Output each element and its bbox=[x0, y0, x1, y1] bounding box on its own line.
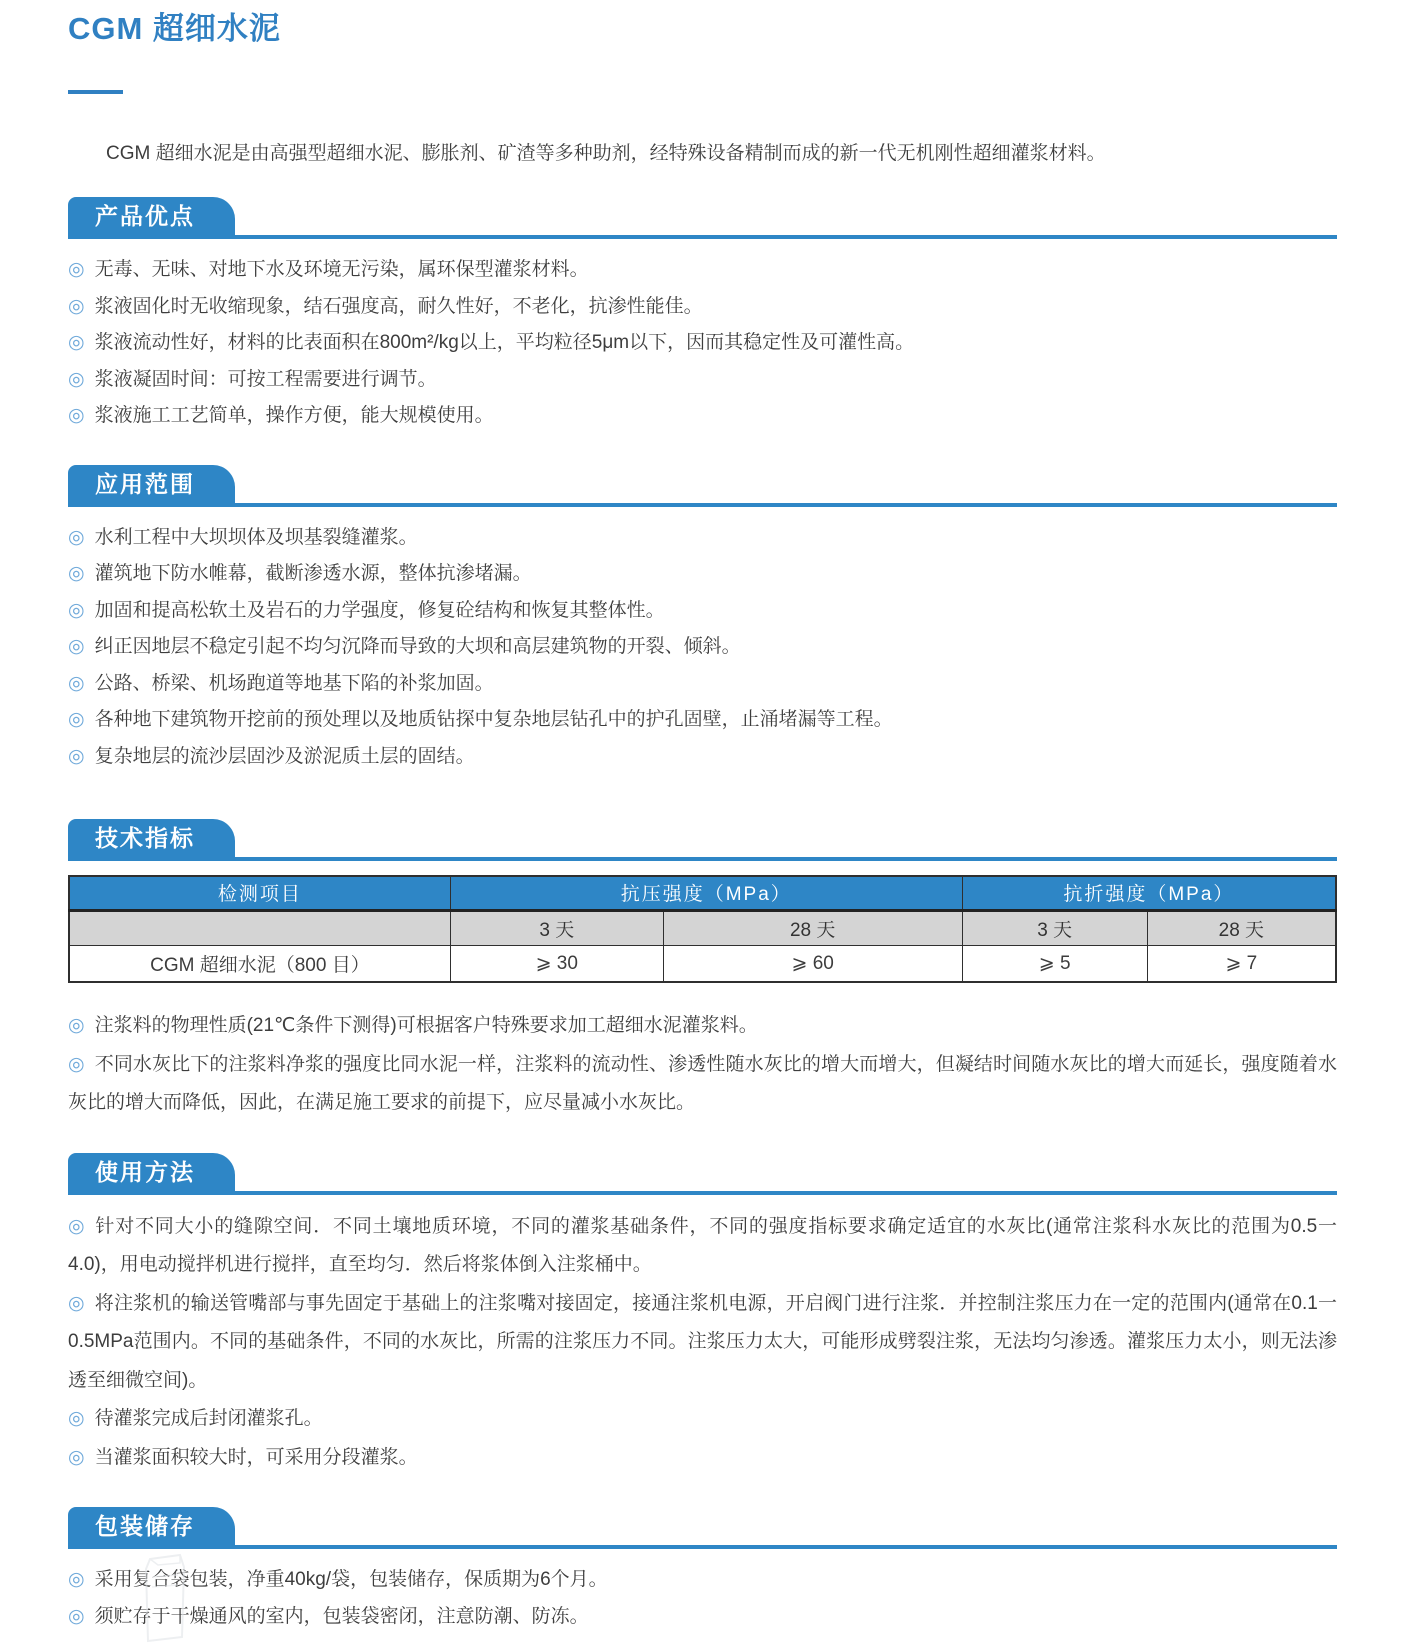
product-name-cell: CGM 超细水泥（800 目） bbox=[69, 945, 450, 982]
bullseye-bullet-icon: ◎ bbox=[68, 368, 85, 390]
section-tab-specs: 技术指标 bbox=[68, 819, 235, 857]
note-item bbox=[68, 1046, 1337, 1123]
list-item-text: 公路、桥梁、机场跑道等地基下陷的补浆加固。 bbox=[94, 672, 494, 694]
list-item-text: 浆液施工工艺简单，操作方便，能大规模使用。 bbox=[94, 405, 494, 426]
bullseye-bullet-icon: ◎ bbox=[68, 1292, 85, 1314]
bullseye-bullet-icon: ◎ bbox=[68, 259, 85, 280]
list-item bbox=[68, 1285, 1337, 1401]
bullseye-bullet-icon: ◎ bbox=[68, 563, 85, 584]
list-item bbox=[68, 1208, 1337, 1285]
packaging-list bbox=[68, 1562, 1337, 1635]
bullseye-bullet-icon: ◎ bbox=[68, 332, 85, 353]
bullseye-bullet-icon: ◎ bbox=[68, 636, 85, 657]
list-item bbox=[68, 289, 1337, 326]
table-header-row bbox=[69, 876, 1336, 910]
section-header-packaging bbox=[68, 1507, 1337, 1549]
bullseye-bullet-icon: ◎ bbox=[68, 1015, 85, 1036]
bullseye-bullet-icon: ◎ bbox=[68, 599, 85, 621]
value-cell: ⩾ 30 bbox=[450, 945, 663, 982]
list-item bbox=[68, 1439, 1337, 1478]
bullseye-bullet-icon: ◎ bbox=[68, 1446, 85, 1468]
section-advantages bbox=[68, 197, 1337, 435]
list-item-text: 各种地下建筑物开挖前的预处理以及地质钻探中复杂地层钻孔中的护孔固壁，止涌堵漏等工程。 bbox=[94, 709, 893, 730]
specs-notes bbox=[68, 1007, 1337, 1123]
list-item bbox=[68, 556, 1337, 593]
list-item-text: 加固和提高松软土及岩石的力学强度，修复砼结构和恢复其整体性。 bbox=[94, 599, 665, 621]
bullseye-bullet-icon: ◎ bbox=[68, 405, 85, 426]
bullseye-bullet-icon: ◎ bbox=[68, 1053, 85, 1075]
list-item bbox=[68, 739, 1337, 776]
note-text: 注浆料的物理性质(21℃条件下测得)可根据客户特殊要求加工超细水泥灌浆料。 bbox=[94, 1015, 758, 1036]
section-tab-packaging: 包装储存 bbox=[68, 1507, 235, 1545]
section-tab-applications: 应用范围 bbox=[68, 465, 235, 503]
list-item-text: 灌筑地下防水帷幕，截断渗透水源，整体抗渗堵漏。 bbox=[94, 563, 532, 584]
note-item bbox=[68, 1007, 1337, 1046]
list-item-text: 须贮存于干燥通风的室内，包装袋密闭，注意防潮、防冻。 bbox=[94, 1605, 589, 1627]
list-item-text: 浆液流动性好，材料的比表面积在800m²/kg以上，平均粒径5μm以下，因而其稳定性及可灌性高。 bbox=[94, 332, 915, 353]
subheader-3d: 3 天 bbox=[450, 910, 663, 945]
list-item bbox=[68, 702, 1337, 739]
bullseye-bullet-icon: ◎ bbox=[68, 709, 85, 730]
cement-bag-watermark-image bbox=[128, 1553, 198, 1643]
section-header-usage bbox=[68, 1153, 1337, 1195]
subheader-28d: 28 天 bbox=[1147, 910, 1336, 945]
list-item bbox=[68, 593, 1337, 630]
title-underline bbox=[68, 90, 123, 94]
list-item bbox=[68, 252, 1337, 289]
value-cell: ⩾ 5 bbox=[962, 945, 1147, 982]
bullseye-bullet-icon: ◎ bbox=[68, 1605, 85, 1627]
section-tab-advantages: 产品优点 bbox=[68, 197, 235, 235]
list-item bbox=[68, 520, 1337, 557]
usage-list bbox=[68, 1208, 1337, 1478]
bullseye-bullet-icon: ◎ bbox=[68, 1408, 85, 1429]
list-item-text: 待灌浆完成后封闭灌浆孔。 bbox=[94, 1408, 323, 1429]
subheader-28d: 28 天 bbox=[663, 910, 962, 945]
bullseye-bullet-icon: ◎ bbox=[68, 745, 85, 767]
bullseye-bullet-icon: ◎ bbox=[68, 1569, 85, 1590]
col-header-compressive: 抗压强度（MPa） bbox=[450, 876, 962, 910]
list-item-text: 水利工程中大坝坝体及坝基裂缝灌浆。 bbox=[94, 526, 418, 548]
section-applications bbox=[68, 465, 1337, 776]
bullseye-bullet-icon: ◎ bbox=[68, 672, 85, 694]
section-specs bbox=[68, 819, 1337, 1123]
advantages-list bbox=[68, 252, 1337, 435]
value-cell: ⩾ 7 bbox=[1147, 945, 1336, 982]
list-item-text: 纠正因地层不稳定引起不均匀沉降而导致的大坝和高层建筑物的开裂、倾斜。 bbox=[94, 636, 741, 657]
list-item bbox=[68, 629, 1337, 666]
list-item bbox=[68, 666, 1337, 703]
list-item bbox=[68, 362, 1337, 399]
list-item bbox=[68, 1400, 1337, 1439]
list-item bbox=[68, 398, 1337, 435]
list-item-text: 针对不同大小的缝隙空间．不同土壤地质环境，不同的灌浆基础条件，不同的强度指标要求确定适宜的水灰比(通常注浆科水灰比的范围为0.5一4.0)，用电动搅拌机进行搅拌，直至均匀．然后将浆体倒入注浆桶中。 bbox=[68, 1215, 1337, 1275]
section-tab-usage: 使用方法 bbox=[68, 1153, 235, 1191]
col-header-flexural: 抗折强度（MPa） bbox=[962, 876, 1336, 910]
list-item bbox=[68, 1599, 1337, 1636]
table-subheader-row bbox=[69, 910, 1336, 945]
list-item-text: 采用复合袋包装，净重40kg/袋，包装储存，保质期为6个月。 bbox=[94, 1569, 608, 1590]
section-header-advantages bbox=[68, 197, 1337, 239]
bullseye-bullet-icon: ◎ bbox=[68, 295, 85, 317]
bullseye-bullet-icon: ◎ bbox=[68, 526, 85, 548]
note-text: 不同水灰比下的注浆料净浆的强度比同水泥一样，注浆料的流动性、渗透性随水灰比的增大而增大，但凝结时间随水灰比的增大而延长，强度随着水灰比的增大而降低，因此，在满足施工要求的前提下，应尽量减小水灰比。 bbox=[68, 1053, 1337, 1113]
specs-table bbox=[68, 875, 1337, 983]
list-item-text: 浆液凝固时间：可按工程需要进行调节。 bbox=[94, 368, 437, 390]
list-item bbox=[68, 325, 1337, 362]
page-title: CGM 超细水泥 bbox=[68, 11, 281, 46]
list-item-text: 浆液固化时无收缩现象，结石强度高，耐久性好，不老化，抗渗性能佳。 bbox=[94, 295, 703, 317]
list-item-text: 将注浆机的输送管嘴部与事先固定于基础上的注浆嘴对接固定，接通注浆机电源，开启阀门进行注浆．并控制注浆压力在一定的范围内(通常在0.1一0.5MPa范围内。不同的基础条件，不同的水灰比，所需的注浆压力不同。注浆压力太大，可能形成劈裂注浆，无法均匀渗透。灌浆压力太小，则无法渗透至细微空间)。 bbox=[68, 1292, 1337, 1391]
table-row bbox=[69, 945, 1336, 982]
applications-list bbox=[68, 520, 1337, 776]
section-header-applications bbox=[68, 465, 1337, 507]
intro-paragraph: CGM 超细水泥是由高强型超细水泥、膨胀剂、矿渣等多种助剂，经特殊设备精制而成的新一代无机刚性超细灌浆材料。 bbox=[106, 143, 1106, 164]
section-usage bbox=[68, 1153, 1337, 1478]
list-item-text: 当灌浆面积较大时，可采用分段灌浆。 bbox=[94, 1446, 418, 1468]
col-header-item: 检测项目 bbox=[69, 876, 450, 910]
empty-cell bbox=[69, 910, 450, 945]
list-item bbox=[68, 1562, 1337, 1599]
list-item-text: 复杂地层的流沙层固沙及淤泥质土层的固结。 bbox=[94, 745, 475, 767]
bullseye-bullet-icon: ◎ bbox=[68, 1215, 86, 1237]
list-item-text: 无毒、无味、对地下水及环境无污染，属环保型灌浆材料。 bbox=[94, 259, 589, 280]
value-cell: ⩾ 60 bbox=[663, 945, 962, 982]
subheader-3d: 3 天 bbox=[962, 910, 1147, 945]
section-packaging bbox=[68, 1507, 1337, 1635]
section-header-specs bbox=[68, 819, 1337, 861]
